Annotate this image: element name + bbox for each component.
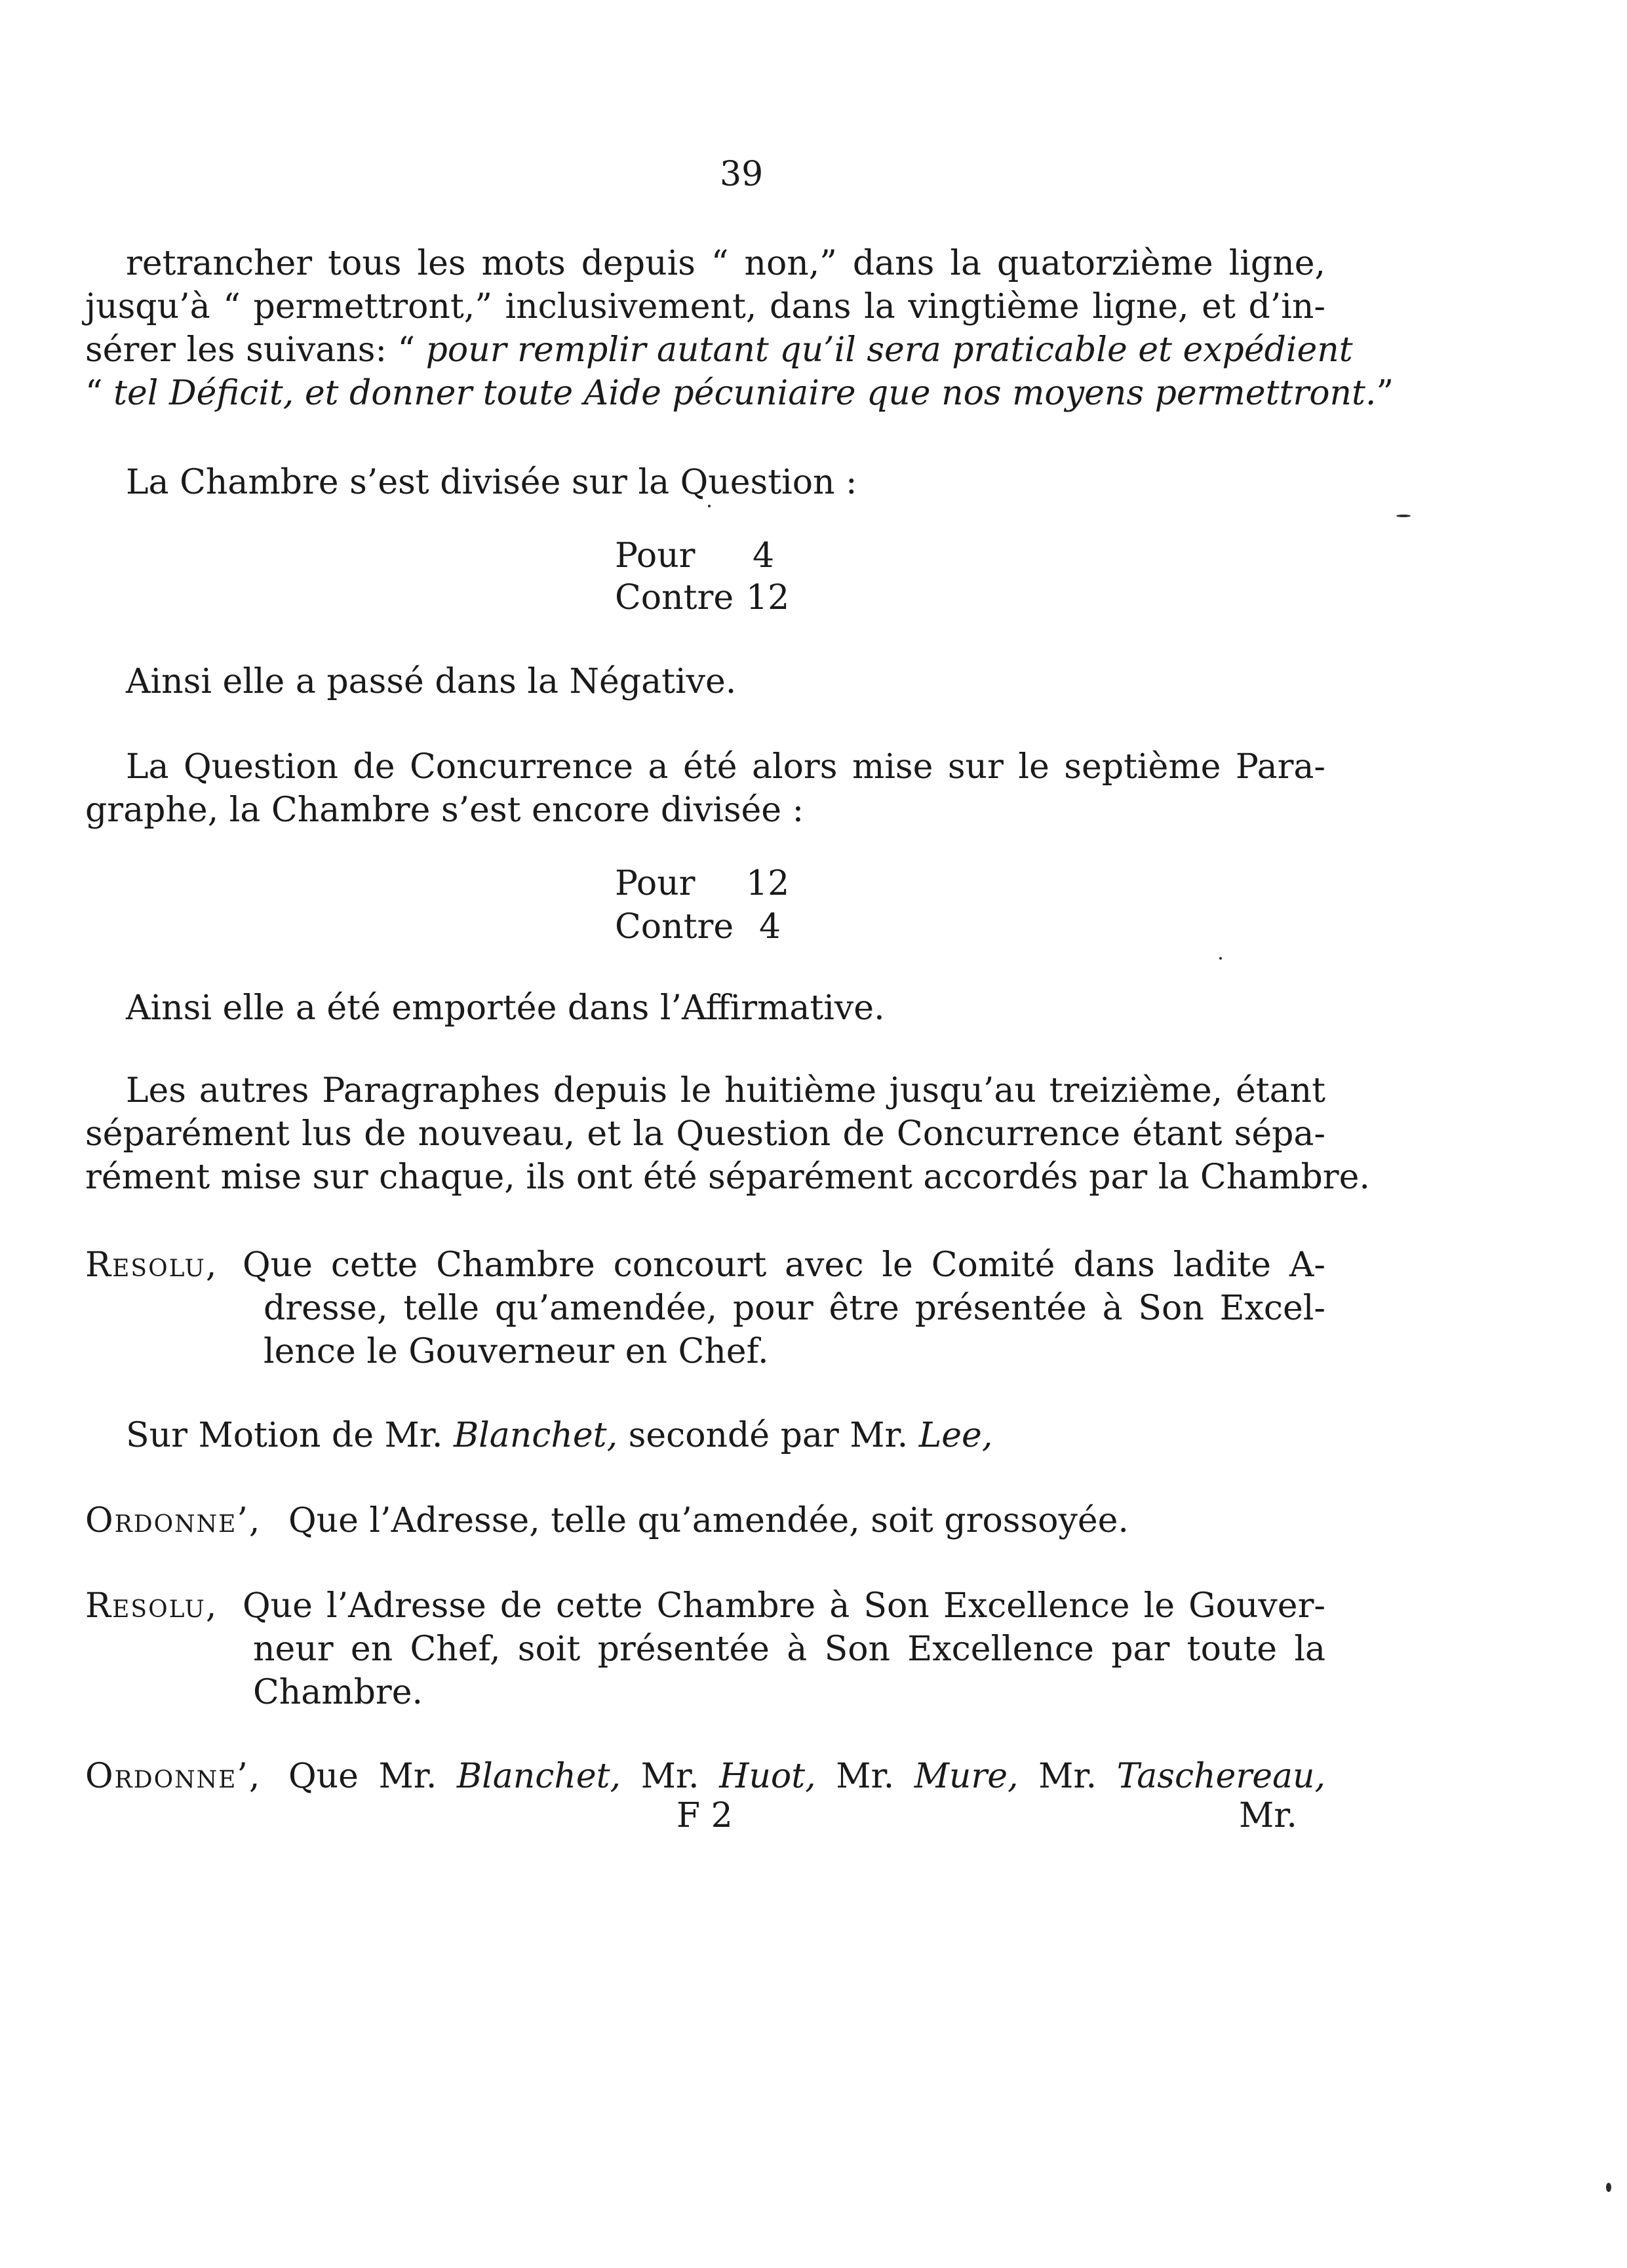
resolu-2-line-2: neur en Chef, soit présentée à Son Excellence par toute la (253, 1630, 1325, 1669)
pour-label: Pour (615, 864, 696, 903)
page-number: 39 (720, 155, 764, 194)
intro-line-3-prefix: sérer les suivans: “ (85, 330, 426, 370)
motion-name-1: Blanchet, (453, 1416, 618, 1455)
intro-line-4-italic: tel Déficit, et donner toute Aide pécuniaire que nos moyens permettront. (113, 374, 1377, 413)
contre-label: Contre (615, 907, 734, 947)
motion-middle: secondé par Mr. (617, 1416, 919, 1455)
motion-line (126, 1416, 992, 1455)
intro-line-4-suffix: ” (1376, 374, 1394, 413)
intro-line-1: retrancher tous les mots depuis “ non,” dans la quatorzième ligne, (126, 244, 1325, 283)
pour-value: 12 (746, 864, 790, 903)
autres-line-1: Les autres Paragraphes depuis le huitième jusqu’au treizième, étant (126, 1071, 1325, 1110)
pour-label: Pour (615, 536, 696, 576)
autres-line-3: rément mise sur chaque, ils ont été séparément accordés par la Chambre. (85, 1158, 1370, 1197)
ordonne-2-prefix: Que Mr. (288, 1757, 457, 1796)
paper-speck (1219, 957, 1222, 960)
name-blanchet: Blanchet, (456, 1757, 621, 1796)
ordonne-1-text: Que l’Adresse, telle qu’amendée, soit grossoyée. (288, 1501, 1129, 1540)
ordonne-2-mr-3: Mr. (1018, 1757, 1117, 1796)
ordonne-1-label: Ordonne’, (85, 1501, 262, 1540)
ordonne-2-mr-2: Mr. (815, 1757, 914, 1796)
resolu-2-line-1: Que l’Adresse de cette Chambre à Son Excellence le Gouver- (243, 1586, 1325, 1626)
intro-line-4 (85, 374, 1394, 413)
intro-line-3-italic: pour remplir autant qu’il sera praticable et expédient (425, 330, 1353, 370)
division-2-contre (615, 907, 781, 947)
concurrence-line-1: La Question de Concurrence a été alors mise sur le septième Para- (126, 747, 1325, 787)
paper-speck (1396, 515, 1411, 517)
division-2-pour (615, 864, 790, 903)
division-1-text: La Chambre s’est divisée sur la Question : (126, 463, 857, 502)
name-taschereau: Taschereau, (1116, 1757, 1325, 1796)
division-1-result: Ainsi elle a passé dans la Négative. (126, 662, 737, 701)
concurrence-line-2: graphe, la Chambre s’est encore divisée : (85, 791, 804, 830)
resolu-1-line-3: lence le Gouverneur en Chef. (264, 1332, 769, 1371)
catchword: Mr. (1239, 1796, 1297, 1835)
autres-line-2: séparément lus de nouveau, et la Question de Concurrence étant sépa- (85, 1114, 1325, 1154)
contre-label: Contre (615, 578, 734, 617)
resolu-2-line-3: Chambre. (253, 1673, 423, 1712)
division-1-pour (615, 536, 775, 576)
intro-line-2: jusqu’à “ permettront,” inclusivement, dans la vingtième ligne, et d’in- (85, 287, 1325, 326)
resolu-1-line-1: Que cette Chambre concourt avec le Comité dans ladite A- (243, 1245, 1325, 1285)
paper-speck (708, 505, 711, 507)
contre-value: 12 (746, 578, 790, 617)
paper-speck (1606, 2183, 1611, 2192)
name-mure: Mure, (914, 1757, 1019, 1796)
division-2-result: Ainsi elle a été emportée dans l’Affirmative. (126, 988, 885, 1028)
intro-line-4-prefix: “ (85, 374, 114, 413)
ordonne-2-label: Ordonne’, (85, 1757, 262, 1796)
name-huot: Huot, (719, 1757, 816, 1796)
division-1-contre (615, 578, 790, 617)
resolu-1-label: Resolu, (85, 1245, 218, 1285)
motion-name-2: Lee, (918, 1416, 993, 1455)
intro-line-3 (85, 330, 1353, 370)
motion-prefix: Sur Motion de Mr. (126, 1416, 454, 1455)
resolu-2-label: Resolu, (85, 1586, 218, 1626)
signature-mark: F 2 (676, 1796, 733, 1835)
pour-value: 4 (753, 536, 775, 576)
resolu-1-line-2: dresse, telle qu’amendée, pour être présentée à Son Excel- (264, 1289, 1325, 1328)
ordonne-2-text (288, 1757, 1325, 1796)
contre-value: 4 (759, 907, 781, 947)
ordonne-2-mr-1: Mr. (621, 1757, 720, 1796)
